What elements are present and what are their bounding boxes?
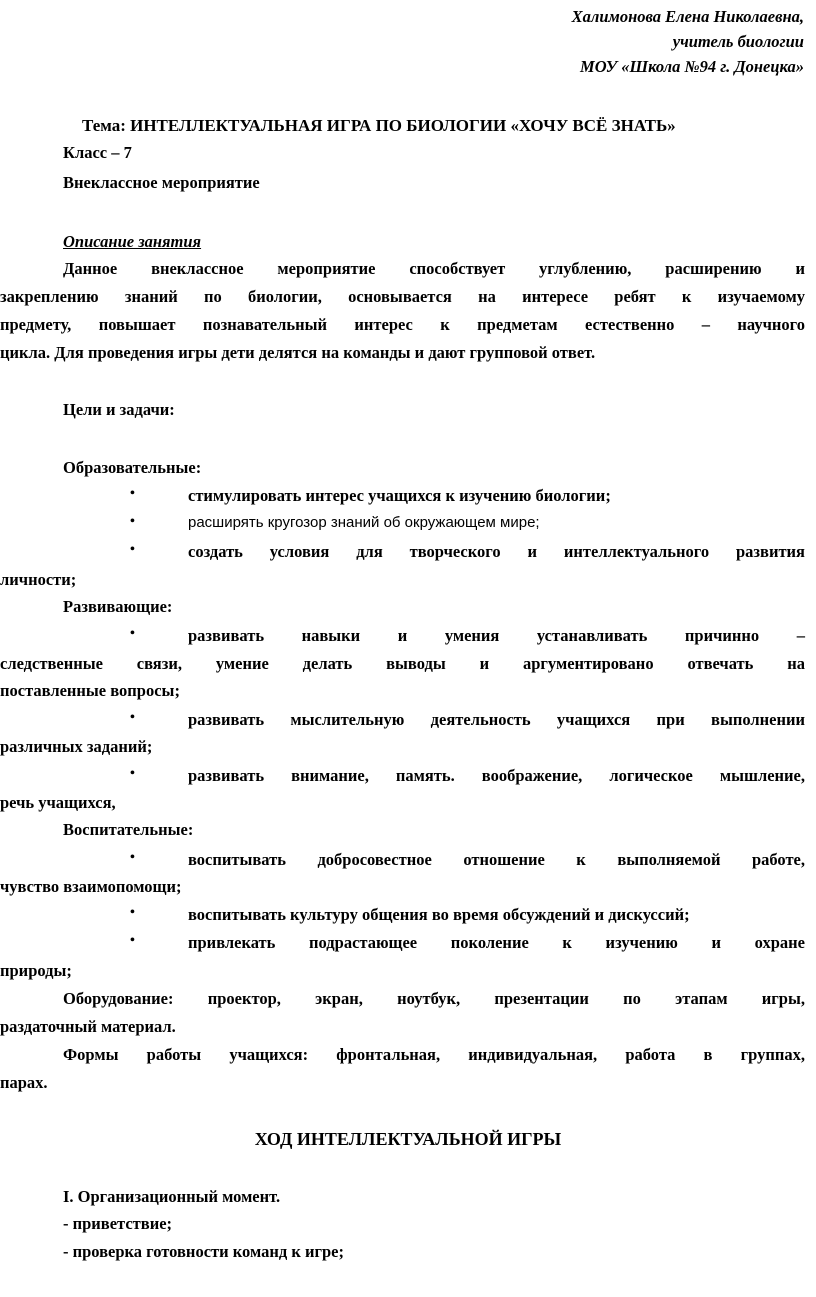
bullet-icon: • xyxy=(130,542,135,557)
developing-item-1-line-3: поставленные вопросы; xyxy=(0,681,180,700)
description-line-1: Данное внеклассное мероприятие способствует углублению, расширению и xyxy=(63,259,805,278)
educational-item-1: стимулировать интерес учащихся к изучению биологии; xyxy=(188,486,611,505)
bullet-icon: • xyxy=(130,905,135,920)
educational-item-2: расширять кругозор знаний об окружающем мире; xyxy=(188,514,540,531)
educational-item-3-cont: личности; xyxy=(0,570,77,589)
event-type: Внеклассное мероприятие xyxy=(63,173,260,192)
author-school: МОУ «Школа №94 г. Донецка» xyxy=(580,57,804,76)
developing-item-3-line-1: развивать внимание, память. воображение, логическое мышление, xyxy=(188,766,805,785)
developing-item-1-line-2: следственные связи, умение делать выводы и аргументировано отвечать на xyxy=(0,654,805,673)
upbringing-item-1-line-2: чувство взаимопомощи; xyxy=(0,877,182,896)
bullet-icon: • xyxy=(130,710,135,725)
bullet-icon: • xyxy=(130,933,135,948)
stage1-item-2: - проверка готовности команд к игре; xyxy=(63,1242,344,1261)
developing-heading: Развивающие: xyxy=(63,597,173,616)
upbringing-item-3-line-2: природы; xyxy=(0,961,72,980)
author-role: учитель биологии xyxy=(672,32,804,51)
upbringing-item-3-line-1: привлекать подрастающее поколение к изучению и охране xyxy=(188,933,805,952)
work-forms-line-1: Формы работы учащихся: фронтальная, индивидуальная, работа в группах, xyxy=(63,1045,805,1064)
stage1-heading: I. Организационный момент. xyxy=(63,1187,281,1206)
stage1-item-1: - приветствие; xyxy=(63,1214,173,1233)
upbringing-item-2: воспитывать культуру общения во время обсуждений и дискуссий; xyxy=(188,905,690,924)
developing-item-3-line-2: речь учащихся, xyxy=(0,793,116,812)
developing-item-1-line-1: развивать навыки и умения устанавливать причинно – xyxy=(188,626,805,645)
bullet-icon: • xyxy=(130,766,135,781)
bullet-icon: • xyxy=(130,514,135,529)
equipment-line-2: раздаточный материал. xyxy=(0,1017,176,1036)
description-line-3: предмету, повышает познавательный интерес к предметам естественно – научного xyxy=(0,315,805,334)
developing-item-2-line-1: развивать мыслительную деятельность учащихся при выполнении xyxy=(188,710,805,729)
educational-item-3: создать условия для творческого и интеллектуального развития xyxy=(188,542,805,561)
bullet-icon: • xyxy=(130,486,135,501)
educational-heading: Образовательные: xyxy=(63,458,202,477)
description-heading: Описание занятия xyxy=(63,232,202,251)
upbringing-heading: Воспитательные: xyxy=(63,820,194,839)
game-heading: ХОД ИНТЕЛЛЕКТУАЛЬНОЙ ИГРЫ xyxy=(254,1129,562,1149)
bullet-icon: • xyxy=(130,850,135,865)
author-name: Халимонова Елена Николаевна, xyxy=(571,7,804,26)
goals-heading: Цели и задачи: xyxy=(63,400,175,419)
upbringing-item-1-line-1: воспитывать добросовестное отношение к выполняемой работе, xyxy=(188,850,805,869)
bullet-icon: • xyxy=(130,626,135,641)
developing-item-2-line-2: различных заданий; xyxy=(0,737,153,756)
work-forms-line-2: парах. xyxy=(0,1073,48,1092)
equipment-line-1: Оборудование: проектор, экран, ноутбук, презентации по этапам игры, xyxy=(63,989,805,1008)
description-line-4: цикла. Для проведения игры дети делятся на команды и дают групповой ответ. xyxy=(0,343,596,362)
description-line-2: закреплению знаний по биологии, основывается на интересе ребят к изучаемому xyxy=(0,287,805,306)
grade-line: Класс – 7 xyxy=(63,143,132,162)
topic-title: Тема: ИНТЕЛЛЕКТУАЛЬНАЯ ИГРА ПО БИОЛОГИИ «ХОЧУ ВСЁ ЗНАТЬ» xyxy=(82,116,676,135)
author-block xyxy=(572,4,804,79)
